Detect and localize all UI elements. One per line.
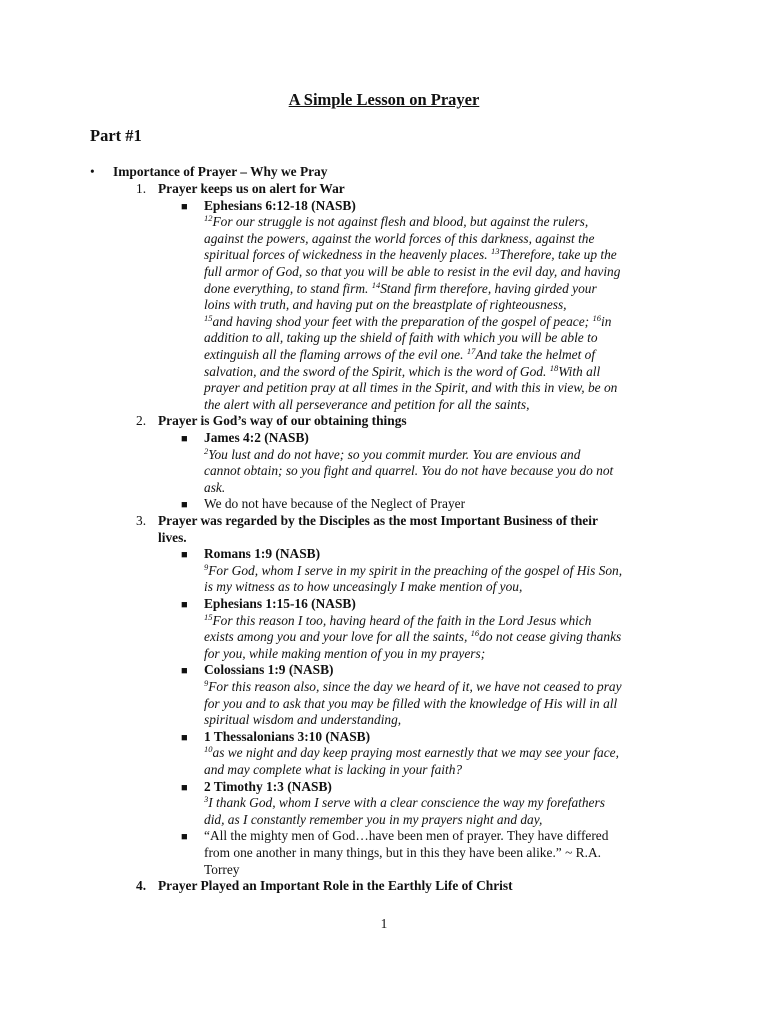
verse-text: prayer and petition pray at all times in the Spirit, and with this in view, be on [204, 380, 618, 396]
verse-text: For God, whom I serve in my spirit in the preaching of the gospel of His Son, [208, 562, 623, 578]
verse-text: as we night and day keep praying most earnestly that we may see your face, [212, 745, 619, 761]
verse-number: 16 [592, 312, 601, 323]
verse-line [204, 247, 617, 263]
verse-number: 18 [549, 362, 559, 373]
verse-text: extinguish all the flaming arrows of the evil one. [204, 347, 467, 362]
verse-line [204, 347, 595, 363]
square-bullet: ■ [181, 665, 188, 678]
item-heading: Prayer is God’s way of our obtaining things [158, 413, 407, 429]
verse-text: and may complete what is lacking in your faith? [204, 762, 463, 777]
page-number: 1 [380, 916, 388, 931]
verse-line [204, 330, 598, 346]
verse-line [204, 314, 611, 330]
square-bullet: ■ [181, 433, 188, 445]
verse-number: 16 [470, 628, 480, 639]
scripture-reference: Romans 1:9 (NASB) [204, 546, 321, 562]
verse-number: 13 [490, 246, 500, 257]
item-heading: Prayer keeps us on alert for War [158, 181, 345, 196]
verse-text: did, as I constantly remember you in my prayers night and day, [204, 811, 543, 827]
verse-line [204, 762, 462, 778]
verse-text: exists among you and your love for all the saints, [204, 629, 471, 645]
bullet-marker: • [90, 164, 95, 179]
verse-line [204, 364, 600, 380]
verse-text: And take the helmet of [475, 347, 596, 362]
verse-text: do not cease giving thanks [479, 629, 622, 645]
verse-line [204, 463, 613, 479]
verse-line [204, 563, 622, 579]
verse-text: For our struggle is not against flesh and blood, but against the rulers, [212, 214, 589, 230]
square-bullet: ■ [181, 599, 188, 611]
verse-text: For this reason I too, having heard of the faith in the Lord Jesus which [212, 612, 592, 628]
verse-line [204, 380, 617, 396]
verse-text: loins with truth, and having put on the breastplate of righteousness, [204, 297, 567, 313]
verse-number: 10 [204, 744, 213, 755]
verse-line [204, 579, 522, 595]
verse-text: Therefore, take up the [499, 247, 617, 263]
verse-number: 14 [371, 279, 381, 290]
verse-number: 17 [466, 346, 476, 356]
verse-text: You lust and do not have; so you commit murder. You are envious and [208, 446, 581, 462]
verse-line [204, 447, 580, 463]
verse-line [204, 629, 621, 645]
item-number: 3. [136, 513, 147, 528]
scripture-reference: Colossians 1:9 (NASB) [204, 662, 334, 678]
quote-line: Torrey [204, 861, 240, 877]
verse-number: 9 [204, 678, 209, 688]
item-heading: Prayer was regarded by the Disciples as the most Important Business of their [158, 513, 598, 528]
verse-line [204, 281, 597, 297]
verse-text: I thank God, whom I serve with a clear conscience the way my forefathers [208, 795, 605, 811]
verse-number: 9 [204, 561, 209, 572]
verse-line [204, 297, 567, 313]
item-number: 1. [136, 181, 147, 196]
quote-line: “All the mighty men of God…have been men of prayer. They have differed [204, 828, 609, 844]
verse-text: addition to all, taking up the shield of faith with which you will be able to [204, 330, 598, 346]
square-bullet: ■ [181, 781, 188, 794]
verse-text: done everything, to stand firm. [204, 280, 372, 296]
verse-number: 15 [204, 312, 213, 323]
verse-line [204, 712, 401, 728]
square-bullet: ■ [181, 200, 188, 213]
verse-line [204, 613, 592, 629]
verse-number: 15 [204, 611, 213, 622]
verse-text: salvation, and the sword of the Spirit, which is the word of God. [204, 363, 550, 379]
verse-line [204, 397, 529, 413]
part-heading: Part #1 [90, 126, 142, 145]
verse-text: and having shod your feet with the preparation of the gospel of peace; [212, 313, 593, 329]
square-bullet: ■ [181, 831, 188, 844]
verse-text: For this reason also, since the day we heard of it, we have not ceased to pray [208, 679, 622, 694]
verse-line [204, 264, 620, 280]
verse-text: in [600, 313, 612, 329]
verse-text: cannot obtain; so you fight and quarrel. You do not have because you do not [204, 463, 614, 479]
verse-text: full armor of God, so that you will be able to resist in the evil day, and having [204, 264, 621, 279]
square-bullet: ■ [181, 499, 188, 512]
item-heading: Prayer Played an Important Role in the Earthly Life of Christ [158, 878, 513, 894]
scripture-reference: James 4:2 (NASB) [204, 430, 309, 445]
square-bullet: ■ [181, 549, 188, 562]
square-bullet: ■ [181, 731, 188, 744]
verse-line [204, 745, 619, 761]
verse-text: spiritual wisdom and understanding, [204, 712, 402, 728]
section-heading: Importance of Prayer – Why we Pray [113, 164, 328, 179]
verse-line [204, 795, 605, 811]
verse-text: for you, while making mention of you in my prayers; [204, 645, 486, 661]
item-heading-continued: lives. [158, 529, 187, 545]
verse-line [204, 679, 622, 695]
item-number: 4. [136, 878, 147, 894]
scripture-reference: 2 Timothy 1:3 (NASB) [204, 778, 332, 794]
verse-text: spiritual forces of wickedness in the heavenly places. [204, 247, 491, 263]
verse-text: the alert with all perseverance and petition for all the saints, [204, 396, 530, 412]
verse-text: is my witness as to how unceasingly I make mention of you, [204, 579, 523, 595]
verse-line [204, 646, 485, 662]
scripture-reference: Ephesians 6:12-18 (NASB) [204, 197, 356, 213]
verse-line [204, 696, 617, 712]
verse-line [204, 231, 594, 247]
verse-text: for you and to ask that you may be filled with the knowledge of His will in all [204, 695, 618, 711]
verse-text: Stand firm therefore, having girded your [380, 280, 597, 296]
verse-line [204, 214, 588, 230]
verse-line [204, 812, 542, 828]
document-title: A Simple Lesson on Prayer [288, 90, 480, 109]
sub-point: We do not have because of the Neglect of Prayer [204, 496, 466, 512]
verse-text: With all [558, 363, 601, 379]
quote-line: from one another in many things, but in this they have been alike.” ~ R.A. [204, 845, 601, 860]
item-number: 2. [136, 413, 147, 429]
verse-text: ask. [204, 479, 226, 495]
verse-text: against the powers, against the world forces of this darkness, against the [204, 230, 595, 246]
verse-line [204, 480, 225, 496]
verse-number: 12 [204, 213, 213, 224]
scripture-reference: Ephesians 1:15-16 (NASB) [204, 596, 356, 611]
verse-number: 3 [204, 794, 209, 805]
verse-number: 2 [204, 445, 209, 456]
scripture-reference: 1 Thessalonians 3:10 (NASB) [204, 728, 371, 744]
